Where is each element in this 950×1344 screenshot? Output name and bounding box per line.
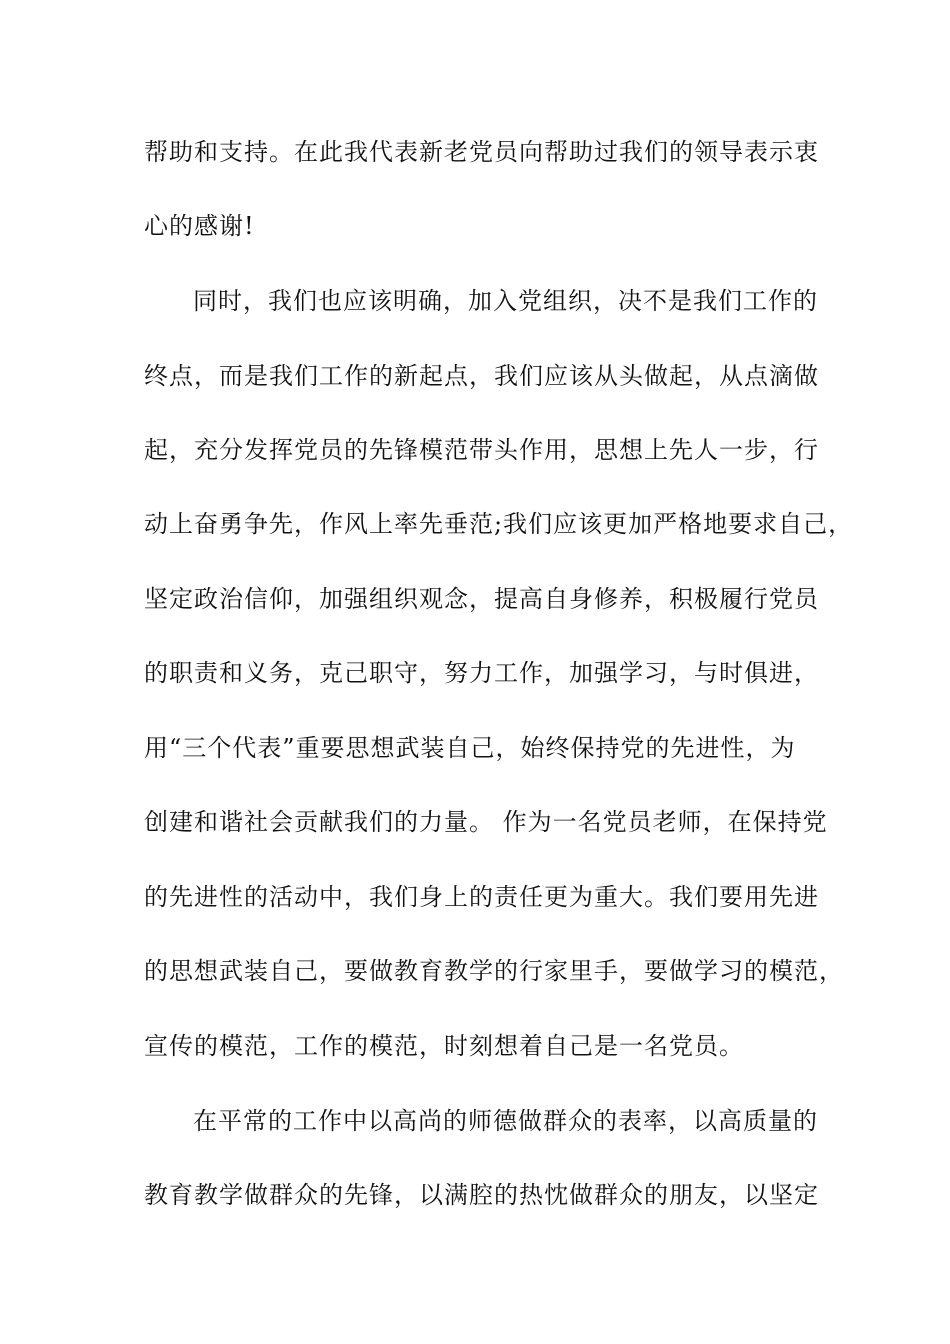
text-line: 起，充分发挥党员的先锋模范带头作用，思想上先人一步，行 — [144, 436, 819, 464]
text-line: 的职责和义务，克己职守，努力工作，加强学习，与时俱进， — [144, 659, 819, 687]
text-line: 帮助和支持。在此我代表新老党员向帮助过我们的领导表示衷 — [144, 138, 819, 166]
text-line: 的思想武装自己，要做教育教学的行家里手，要做学习的模范， — [144, 957, 844, 985]
text-line: 创建和谐社会贡献我们的力量。 作为一名党员老师，在保持党 — [144, 808, 828, 836]
text-line: 宣传的模范，工作的模范，时刻想着自己是一名党员。 — [144, 1032, 744, 1060]
text-line: 的先进性的活动中，我们身上的责任更为重大。我们要用先进 — [144, 883, 819, 911]
text-line: 动上奋勇争先，作风上率先垂范;我们应该更加严格地要求自己， — [144, 510, 854, 538]
paragraph-start-line: 在平常的工作中以高尚的师德做群众的表率，以高质量的 — [193, 1107, 818, 1135]
text-line: 用“三个代表”重要思想武装自己，始终保持党的先进性，为 — [144, 734, 796, 762]
text-line: 心的感谢! — [144, 212, 255, 240]
text-line: 终点，而是我们工作的新起点，我们应该从头做起，从点滴做 — [144, 362, 819, 390]
paragraph-start-line: 同时，我们也应该明确，加入党组织，决不是我们工作的 — [193, 287, 818, 315]
text-line: 教育教学做群众的先锋，以满腔的热忱做群众的朋友，以坚定 — [144, 1181, 819, 1209]
text-line: 坚定政治信仰，加强组织观念，提高自身修养，积极履行党员 — [144, 585, 819, 613]
